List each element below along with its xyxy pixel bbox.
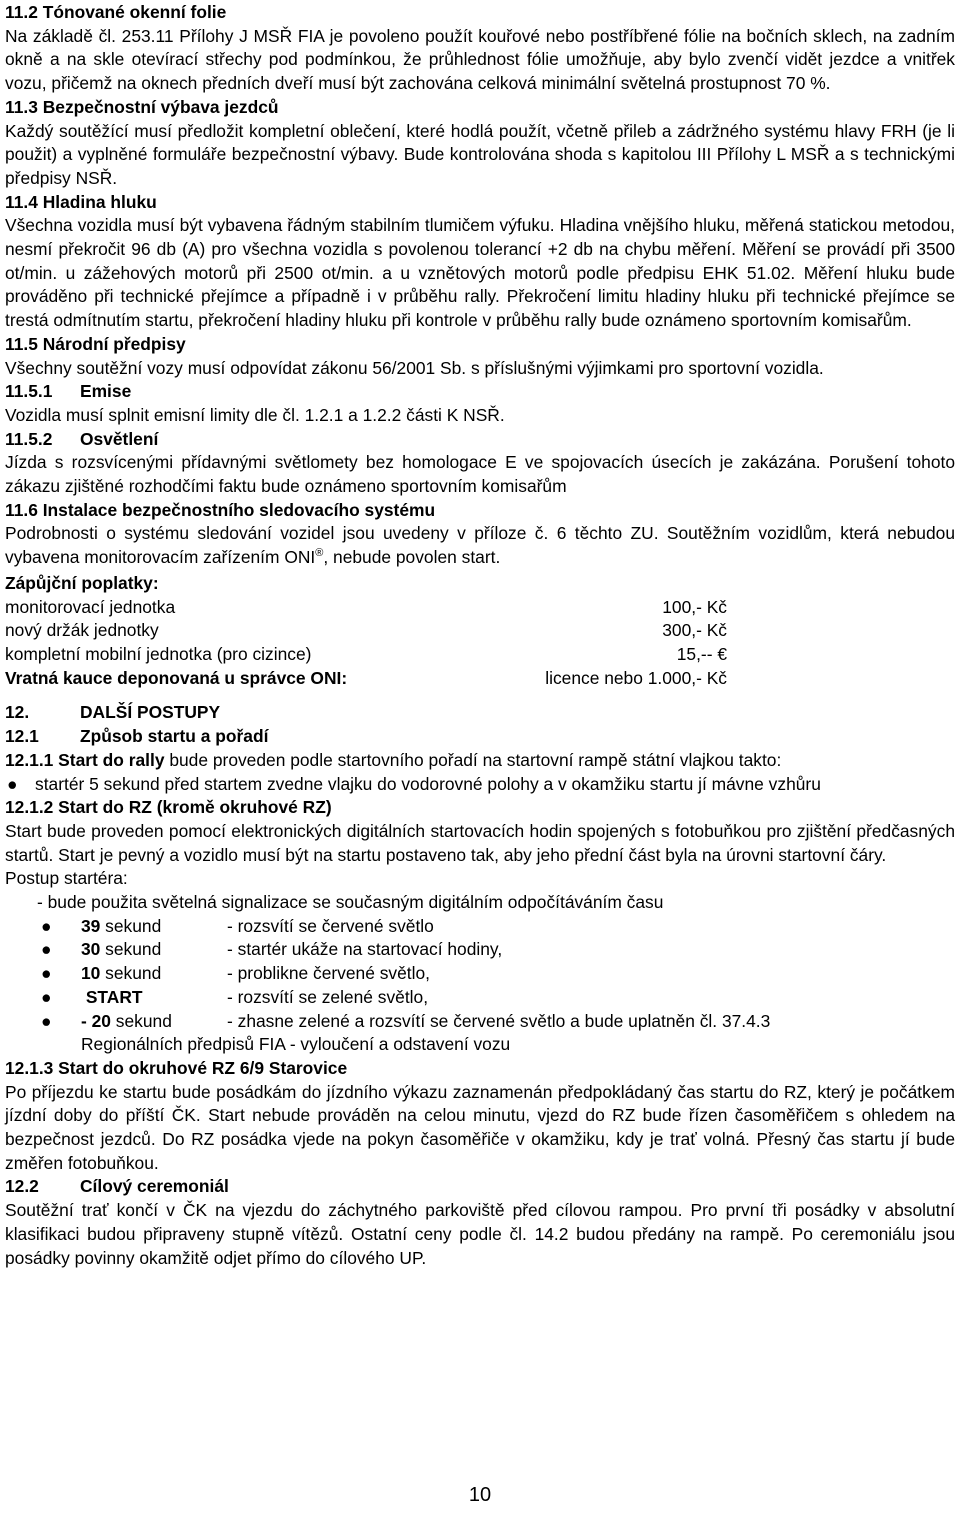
fee-price: 100,- Kč — [662, 596, 727, 617]
start-step — [5, 938, 955, 962]
section-body-11-6 — [5, 522, 955, 569]
section-number: 12.2 — [5, 1176, 39, 1197]
bullet-item — [5, 773, 955, 797]
step-unit: sekund — [100, 915, 162, 936]
bullet-icon: ● — [41, 915, 52, 936]
fee-label: monitorovací jednotka — [5, 596, 176, 617]
fee-row — [5, 596, 727, 620]
bullet-icon: ● — [41, 1010, 52, 1031]
section-heading-11-5: 11.5 Národní předpisy — [5, 333, 186, 354]
step-value: - 20 — [81, 1010, 111, 1031]
section-body-11-4: Všechna vozidla musí být vybavena řádným stabilním tlumičem výfuku. Hladina vnějšího hluku, měřená statickou metodou, nesmí překročit 96 db (A) pro všechna vozidla s povolenou tolerancí +2 db na chybu měření. Měření se provádí při 3500 ot/min. u zážehových motorů při 2500 ot/min. a u vznětových motorů podle předpisu EHK 51.02. Měření hluku bude prováděno při technické přejímce a případně i v průběhu rally. Překročení limitu hladiny hluku při technické přejímce se trestá odmítnutím startu, překročení hladiny hluku při kontrole v průběhu rally bude oznámeno sportovním komisařům. — [5, 215, 955, 331]
section-body-12-1-1 — [5, 749, 955, 773]
fee-label: kompletní mobilní jednotka (pro cizince) — [5, 643, 312, 664]
fee-row-deposit — [5, 667, 727, 691]
section-number: 11.5.2 — [5, 428, 53, 449]
body-text: , nebude povolen start. — [323, 547, 501, 568]
bullet-icon: ● — [41, 939, 52, 960]
section-number: 12.1 — [5, 726, 39, 747]
starter-procedure-label: Postup startéra: — [5, 868, 128, 889]
start-step — [5, 986, 955, 1010]
section-body-11-5: Všechny soutěžní vozy musí odpovídat zákonu 56/2001 Sb. s příslušnými výjimkami pro sportovní vozidla. — [5, 357, 824, 378]
section-body-11-3: Každý soutěžící musí předložit kompletní oblečení, které hodlá použít, včetně přileb a zádržného systému hlavy FRH (je li použit) a vyplněné formuláře bezpečnostní výbavy. Bude kontrolována shoda s kapitolou III Přílohy L MSŘ a s technickými předpisy NSŘ. — [5, 120, 955, 188]
step-unit: sekund — [100, 963, 162, 984]
step-desc: - startér ukáže na startovací hodiny, — [227, 939, 503, 960]
section-body-11-5-1: Vozidla musí splnit emisní limity dle čl. 1.2.1 a 1.2.2 části K NSŘ. — [5, 404, 505, 425]
section-heading-12-1 — [5, 725, 955, 749]
step-desc: - rozsvítí se zelené světlo, — [227, 986, 429, 1007]
fee-price: licence nebo 1.000,- Kč — [545, 667, 727, 688]
section-body-11-2: Na základě čl. 253.11 Přílohy J MSŘ FIA je povoleno použít kouřové nebo postříbřené fólie na bočních sklech, na zadním okně a na skle otevírací střechy pod podmínkou, že průhlednost fólie umožňuje, aby bylo zvenčí vidět jezdce a vnitřek vozu, přičemž na oknech předních dveří musí být zachována celková minimální světelná prostupnost 70 %. — [5, 25, 955, 94]
section-body-12-2: Soutěžní trať končí v ČK na vjezdu do záchytného parkoviště před cílovou rampou. Pro první tři posádky v absolutní klasifikaci budou připraveny stupně vítězů. Ostatní ceny podle čl. 14.2 budou předány na rampě. Po ceremoniálu jsou posádky povinny okamžitě odjet přímo do cílového UP. — [5, 1200, 955, 1268]
fee-price: 300,- Kč — [662, 620, 727, 641]
bullet-text: startér 5 sekund před startem zvedne vlajku do vodorovné polohy a v okamžiku startu jí mávne vzhůru — [35, 773, 821, 794]
step-unit: sekund — [110, 1010, 172, 1031]
section-number: 12. — [5, 702, 30, 723]
fee-price: 15,-- € — [676, 643, 727, 664]
body-text: Podrobnosti o systému sledování vozidel jsou uvedeny v příloze č. 6 těchto ZU. Soutěžním vozidlům, která nebudou vybavena monitorovacím zařízením ONI — [5, 523, 955, 568]
start-step — [5, 1010, 955, 1034]
section-body-12-1-3: Po příjezdu ke startu bude posádkám do jízdního výkazu zaznamenán předpokládaný čas startu do RZ, který je počátkem jízdní doby do příští ČK. Start nebude prováděn na celou minutu, vjezd do RZ bude řízen časoměřičem s ohledem na bezpečnost jezdců. Do RZ posádka vjede na pokyn časoměřiče v okamžiku, kdy je trať volná. Přesný čas startu jí bude změřen fotobuňkou. — [5, 1081, 955, 1173]
section-body-12-1-2: Start bude proveden pomocí elektronických digitálních startovacích hodin spojených s fotobuňkou pro zjištění předčasných startů. Start je pevný a vozidlo musí být na startu postaveno tak, aby jeho přední část byla na úrovni startovní čáry. — [5, 820, 955, 865]
step-desc: - rozsvítí se červené světlo — [227, 915, 434, 936]
page-number: 10 — [468, 1484, 492, 1506]
section-title: Cílový ceremoniál — [80, 1176, 229, 1197]
section-heading-12-2 — [5, 1175, 955, 1199]
bullet-icon: ● — [41, 963, 52, 984]
section-title: Osvětlení — [80, 428, 159, 449]
section-heading-11-5-2 — [5, 428, 955, 452]
step-continuation: Regionálních předpisů FIA - vyloučení a odstavení vozu — [81, 1034, 511, 1055]
step-desc: - problikne červené světlo, — [227, 963, 430, 984]
start-steps-list — [5, 915, 955, 1057]
signal-note: - bude použita světelná signalizace se současným digitálním odpočítáváním času — [37, 892, 664, 913]
fee-row — [5, 643, 727, 667]
fee-row — [5, 619, 727, 643]
fee-label: Vratná kauce deponovaná u správce ONI: — [5, 667, 348, 688]
section-heading-11-6: 11.6 Instalace bezpečnostního sledovacího systému — [5, 499, 436, 520]
document-content — [5, 1, 955, 1270]
section-heading-11-4: 11.4 Hladina hluku — [5, 191, 157, 212]
section-heading-11-2: 11.2 Tónované okenní folie — [5, 2, 227, 22]
step-value: 10 — [81, 963, 101, 984]
step-value: START — [81, 986, 143, 1007]
section-title: Způsob startu a pořadí — [80, 726, 269, 747]
section-heading-11-5-1 — [5, 380, 955, 404]
section-number: 11.5.1 — [5, 381, 53, 402]
step-value: 39 — [81, 915, 101, 936]
fees-title: Zápůjční poplatky: — [5, 572, 159, 593]
start-step — [5, 962, 955, 986]
fees-table — [5, 572, 955, 691]
fee-label: nový držák jednotky — [5, 620, 159, 641]
body-text: bude proveden podle startovního pořadí na startovní rampě státní vlajkou takto: — [164, 749, 782, 770]
bullet-icon: ● — [7, 773, 18, 794]
section-heading-12 — [5, 701, 955, 725]
section-heading-12-1-1: 12.1.1 Start do rally — [5, 749, 165, 770]
step-desc: - zhasne zelené a rozsvítí se červené světlo a bude uplatněn čl. 37.4.3 — [227, 1010, 771, 1031]
section-title: Emise — [80, 381, 132, 402]
section-title: DALŠÍ POSTUPY — [80, 702, 221, 723]
section-heading-12-1-3: 12.1.3 Start do okruhové RZ 6/9 Starovice — [5, 1057, 348, 1078]
section-heading-11-3: 11.3 Bezpečnostní výbava jezdců — [5, 96, 279, 117]
registered-mark: ® — [315, 547, 324, 560]
bullet-icon: ● — [41, 986, 52, 1007]
start-step — [5, 915, 955, 939]
section-heading-12-1-2: 12.1.2 Start do RZ (kromě okruhové RZ) — [5, 797, 332, 818]
step-value: 30 — [81, 939, 101, 960]
section-body-11-5-2: Jízda s rozsvícenými přídavnými světlomety bez homologace E ve spojovacích úsecích je zakázána. Porušení tohoto zákazu zjištěné rozhodčími faktu bude oznámeno sportovním komisařům — [5, 452, 955, 497]
step-unit: sekund — [100, 939, 162, 960]
